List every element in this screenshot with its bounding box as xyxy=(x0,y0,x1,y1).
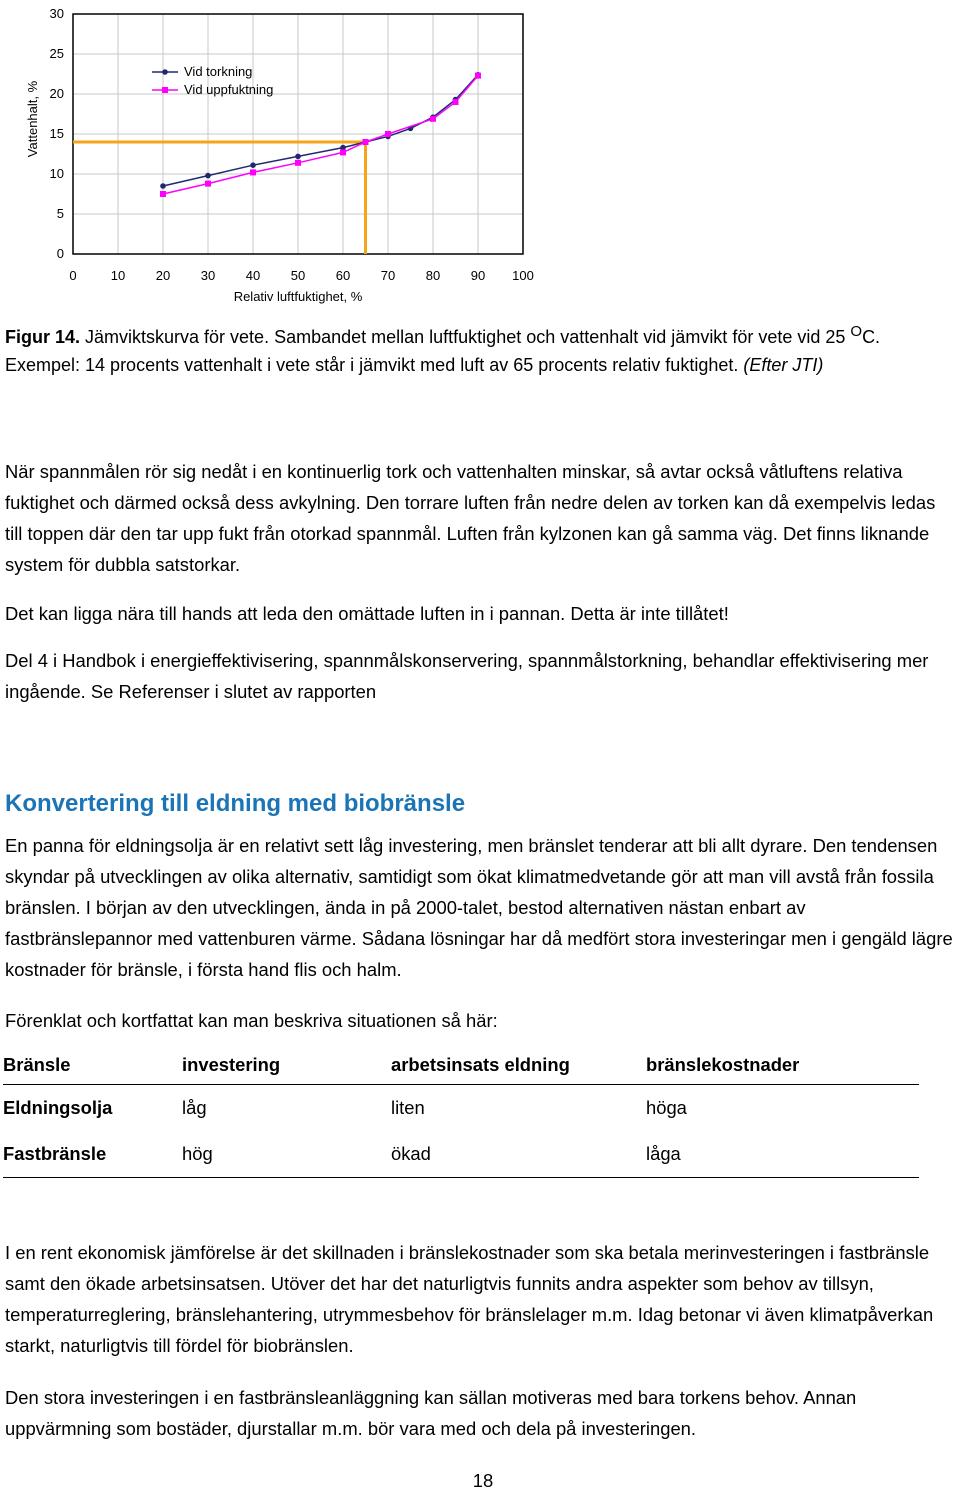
x-tick-label: 30 xyxy=(200,268,216,283)
x-tick-label: 50 xyxy=(290,268,306,283)
x-tick-label: 0 xyxy=(69,268,77,283)
section-heading: Konvertering till eldning med biobränsle xyxy=(5,789,466,817)
x-tick-label: 20 xyxy=(155,268,171,283)
caption-label: Figur 14. xyxy=(5,327,81,347)
data-point xyxy=(295,160,301,166)
moisture-equilibrium-chart xyxy=(20,0,550,310)
paragraph-not-allowed: Det kan ligga nära till hands att leda den omättade luften in i pannan. Detta är inte tillåtet! xyxy=(5,603,729,624)
data-point xyxy=(385,131,391,137)
y-tick-label: 30 xyxy=(49,6,64,21)
table-cell: ökad xyxy=(391,1131,646,1178)
x-tick-label: 40 xyxy=(245,268,261,283)
y-tick-label: 20 xyxy=(49,86,64,101)
data-point xyxy=(295,154,301,160)
table-cell: liten xyxy=(391,1097,425,1118)
legend-marker xyxy=(162,69,168,75)
y-tick-label: 15 xyxy=(49,126,64,141)
x-tick-label: 10 xyxy=(110,268,126,283)
x-tick-label: 80 xyxy=(425,268,441,283)
data-point xyxy=(205,173,211,179)
data-point xyxy=(250,162,256,168)
data-point xyxy=(160,191,166,197)
y-axis-label: Vattenhalt, % xyxy=(25,80,40,158)
table-cell: Fastbränsle xyxy=(3,1131,182,1178)
table-cell: Eldningsolja xyxy=(3,1097,113,1118)
figure-caption xyxy=(5,318,956,379)
x-tick-label: 100 xyxy=(512,268,534,283)
x-tick-label: 60 xyxy=(335,268,351,283)
table-cell: hög xyxy=(182,1131,391,1178)
x-tick-label: 70 xyxy=(380,268,396,283)
data-point xyxy=(363,139,369,145)
table-cell: höga xyxy=(646,1097,687,1118)
data-point xyxy=(453,99,459,105)
data-point xyxy=(205,181,211,187)
y-tick-label: 5 xyxy=(56,206,64,221)
data-point xyxy=(340,149,346,155)
y-tick-label: 10 xyxy=(49,166,64,181)
x-tick-label: 90 xyxy=(470,268,486,283)
data-point xyxy=(430,116,436,122)
paragraph-continuous-dryer: När spannmålen rör sig nedåt i en kontinuerlig tork och vattenhalten minskar, så avtar också våtluftens relativa fuktighet och därmed också dess avkylning. Den torrare luften från nedre delen av torken kan då exempelvis ledas till toppen där den tar upp fukt från otorkad spannmål. Luften från kylzonen kan gå samma väg. Det finns liknande system för dubbla satstorkar. xyxy=(5,461,936,575)
table-header-cell: investering xyxy=(182,1046,391,1085)
table-header-cell: Bränsle xyxy=(3,1046,182,1085)
y-tick-label: 25 xyxy=(49,46,64,61)
caption-text: Jämviktskurva för vete. Sambandet mellan luftfuktighet och vattenhalt vid jämvikt för vete vid 25 xyxy=(80,327,851,347)
table-row xyxy=(3,1085,919,1132)
page-number: 18 xyxy=(472,1470,494,1491)
caption-text-2: C. Exempel: 14 procents vattenhalt i vete står i jämvikt med luft av 65 procents relativ fuktighet. xyxy=(5,327,881,375)
table-header-cell: arbetsinsats eldning xyxy=(391,1046,646,1085)
x-axis-label: Relativ luftfuktighet, % xyxy=(233,289,363,304)
caption-sup: O xyxy=(850,323,863,340)
legend-label: Vid torkning xyxy=(184,64,253,79)
paragraph-oil-boiler: En panna för eldningsolja är en relativt sett låg investering, men bränslet tenderar att bli allt dyrare. Den tendensen skyndar på utvecklingen av olika alternativ, samtidigt som ökat klimatmedvetande gör att man vill avstå från fossila bränslen. I början av den utvecklingen, ända in på 2000-talet, bestod alternativen nästan enbart av fastbränslepannor med vattenburen värme. Sådana lösningar har då medfört stora investeringar men i gengäld lägre kostnader för bränsle, i första hand flis och halm. xyxy=(5,835,953,980)
paragraph-economic-comparison: I en rent ekonomisk jämförelse är det skillnaden i bränslekostnader som ska betala merinvesteringen i fastbränsle samt den ökade arbetsinsatsen. Utöver det har det naturligtvis funnits andra aspekter som behov av tillsyn, temperaturreglering, bränslehantering, utrymmesbehov för bränslelager m.m. Idag betonar vi även klimatpåverkan starkt, naturligtvis till fördel för biobränslen. xyxy=(5,1242,934,1356)
fuel-comparison-table xyxy=(3,1046,919,1178)
table-cell: låga xyxy=(646,1131,919,1178)
table-header-row xyxy=(3,1046,919,1085)
legend-marker xyxy=(162,87,168,93)
caption-source: (Efter JTI) xyxy=(743,355,824,375)
paragraph-handbook-reference: Del 4 i Handbok i energieffektivisering, spannmålskonservering, spannmålstorkning, behandlar effektivisering mer ingående. Se Referenser i slutet av rapporten xyxy=(5,650,929,702)
table-row xyxy=(3,1131,919,1178)
table-header-cell: bränslekostnader xyxy=(646,1046,919,1085)
chart-svg xyxy=(20,0,550,310)
table-cell: låg xyxy=(182,1097,207,1118)
paragraph-summary-intro: Förenklat och kortfattat kan man beskriva situationen så här: xyxy=(5,1010,498,1031)
y-tick-label: 0 xyxy=(56,246,64,261)
annotation-guide xyxy=(73,142,366,254)
data-point xyxy=(160,183,166,189)
legend-label: Vid uppfuktning xyxy=(184,82,274,97)
data-point xyxy=(250,169,256,175)
data-point xyxy=(475,73,481,79)
paragraph-investment: Den stora investeringen i en fastbränsleanläggning kan sällan motiveras med bara torkens behov. Annan uppvärmning som bostäder, djurstallar m.m. bör vara med och dela på investeringen. xyxy=(5,1387,857,1439)
